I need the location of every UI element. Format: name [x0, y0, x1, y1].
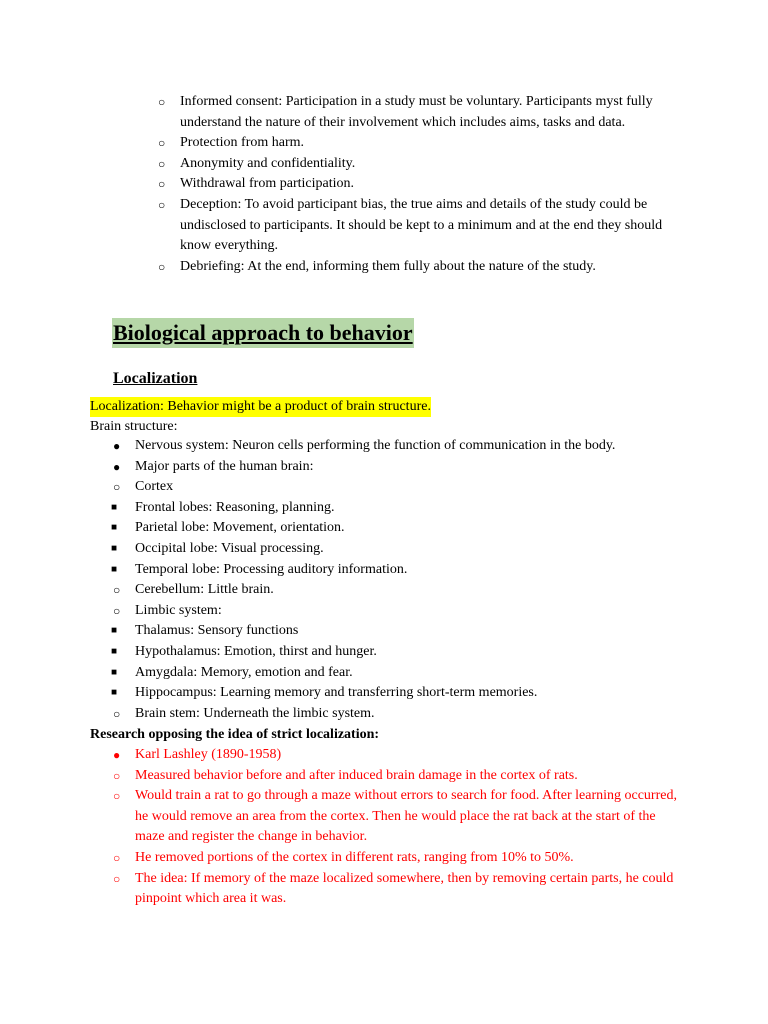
cortex-item-text: Temporal lobe: Processing auditory information.	[135, 561, 408, 577]
circle-bullet-icon: ○	[158, 95, 166, 109]
ethics-item-text: Debriefing: At the end, informing them fully about the nature of the study.	[180, 258, 596, 274]
section-heading: Biological approach to behavior	[112, 318, 414, 348]
list-item	[111, 642, 695, 663]
square-bullet-icon: ■	[111, 666, 118, 678]
cortex-list	[111, 498, 695, 580]
lashley-item-text: Measured behavior before and after induced brain damage in the cortex of rats.	[135, 767, 578, 783]
highlighted-definition: Localization: Behavior might be a product of brain structure.	[90, 397, 431, 417]
limbic-list	[111, 621, 695, 703]
list-item	[111, 683, 695, 704]
square-bullet-icon: ■	[111, 645, 118, 657]
research-heading: Research opposing the idea of strict localization:	[90, 727, 380, 742]
circle-bullet-icon: ○	[113, 789, 121, 804]
square-bullet-icon: ■	[111, 563, 118, 575]
list-item	[111, 539, 695, 560]
research-list	[113, 745, 680, 910]
list-item	[111, 477, 695, 580]
square-bullet-icon: ■	[111, 542, 118, 554]
list-item	[158, 195, 678, 257]
circle-bullet-icon: ○	[158, 197, 166, 212]
square-bullet-icon: ■	[111, 687, 118, 699]
disc-bullet-icon: ●	[113, 439, 121, 453]
list-item	[113, 436, 695, 457]
square-bullet-icon: ■	[111, 625, 118, 637]
list-item	[111, 621, 695, 642]
circle-bullet-icon: ○	[113, 871, 121, 886]
list-item	[158, 133, 678, 154]
brain-structure-label: Brain structure:	[90, 419, 178, 434]
cortex-item-text: Frontal lobes: Reasoning, planning.	[135, 499, 335, 515]
list-item	[111, 518, 695, 539]
list-item	[111, 663, 695, 684]
circle-bullet-icon: ○	[113, 480, 121, 495]
cortex-item-text: Parietal lobe: Movement, orientation.	[135, 520, 345, 536]
circle-bullet-icon: ○	[113, 583, 121, 598]
limbic-item-text: Amygdala: Memory, emotion and fear.	[135, 664, 353, 680]
limbic-item-text: Hypothalamus: Emotion, thirst and hunger.	[135, 643, 377, 659]
square-bullet-icon: ■	[111, 501, 118, 513]
circle-bullet-icon: ○	[113, 706, 121, 721]
circle-bullet-icon: ○	[158, 177, 166, 192]
list-item	[113, 869, 680, 910]
limbic-text: Limbic system:	[135, 602, 222, 618]
lashley-details-list	[113, 766, 680, 910]
list-item	[158, 154, 678, 175]
list-item	[113, 704, 695, 725]
list-item	[111, 601, 695, 704]
limbic-item-text: Hippocampus: Learning memory and transferring short-term memories.	[135, 685, 538, 701]
circle-bullet-icon: ○	[113, 768, 121, 783]
list-item	[113, 766, 680, 787]
ethics-item-text: Anonymity and confidentiality.	[180, 155, 356, 171]
circle-bullet-icon: ○	[113, 603, 121, 618]
square-bullet-icon: ■	[111, 522, 118, 534]
disc-bullet-icon: ●	[113, 459, 121, 474]
list-item	[111, 457, 695, 725]
circle-bullet-icon: ○	[158, 259, 166, 274]
brain-stem-text: Brain stem: Underneath the limbic system.	[135, 705, 375, 721]
ethics-item-text: Deception: To avoid participant bias, the true aims and details of the study could be undisclosed to participants. It should be kept to a minimum and at the end they should know everything.	[180, 196, 663, 254]
nervous-system-text: Nervous system: Neuron cells performing the function of communication in the body.	[135, 438, 616, 453]
list-item	[113, 745, 680, 910]
lashley-item-text: He removed portions of the cortex in different rats, ranging from 10% to 50%.	[135, 849, 574, 865]
lashley-item-text: The idea: If memory of the maze localized somewhere, then by removing certain parts, he could pinpoint which area it was.	[135, 870, 674, 907]
subsection-heading: Localization	[113, 370, 198, 387]
lashley-item-text: Would train a rat to go through a maze without errors to search for food. After learning occurred, he would remove an area from the cortex. Then he would place the rat back at the start of the maze and register the change in behavior.	[135, 788, 677, 845]
ethics-item-text: Protection from harm.	[180, 135, 305, 151]
major-parts-text: Major parts of the human brain:	[135, 458, 314, 474]
list-item	[111, 498, 695, 519]
brain-parts-list	[111, 477, 695, 724]
ethics-list	[158, 92, 678, 277]
ethics-item-text: Informed consent: Participation in a study must be voluntary. Participants myst fully understand the nature of their involvement which includes aims, tasks and data.	[180, 94, 653, 130]
limbic-item-text: Thalamus: Sensory functions	[135, 623, 299, 639]
ethics-item-text: Withdrawal from participation.	[180, 176, 354, 192]
list-item	[113, 848, 680, 869]
cerebellum-text: Cerebellum: Little brain.	[135, 582, 274, 598]
list-item	[113, 786, 680, 848]
list-item	[111, 560, 695, 581]
disc-bullet-icon: ●	[113, 748, 121, 762]
cortex-item-text: Occipital lobe: Visual processing.	[135, 540, 324, 556]
list-item	[158, 257, 678, 278]
circle-bullet-icon: ○	[113, 850, 121, 865]
list-item	[113, 580, 695, 601]
circle-bullet-icon: ○	[158, 156, 166, 171]
cortex-text: Cortex	[135, 479, 174, 495]
circle-bullet-icon: ○	[158, 136, 166, 151]
list-item	[158, 174, 678, 195]
list-item	[158, 92, 678, 133]
lashley-name: Karl Lashley (1890-1958)	[135, 747, 282, 762]
brain-structure-list	[111, 436, 695, 724]
